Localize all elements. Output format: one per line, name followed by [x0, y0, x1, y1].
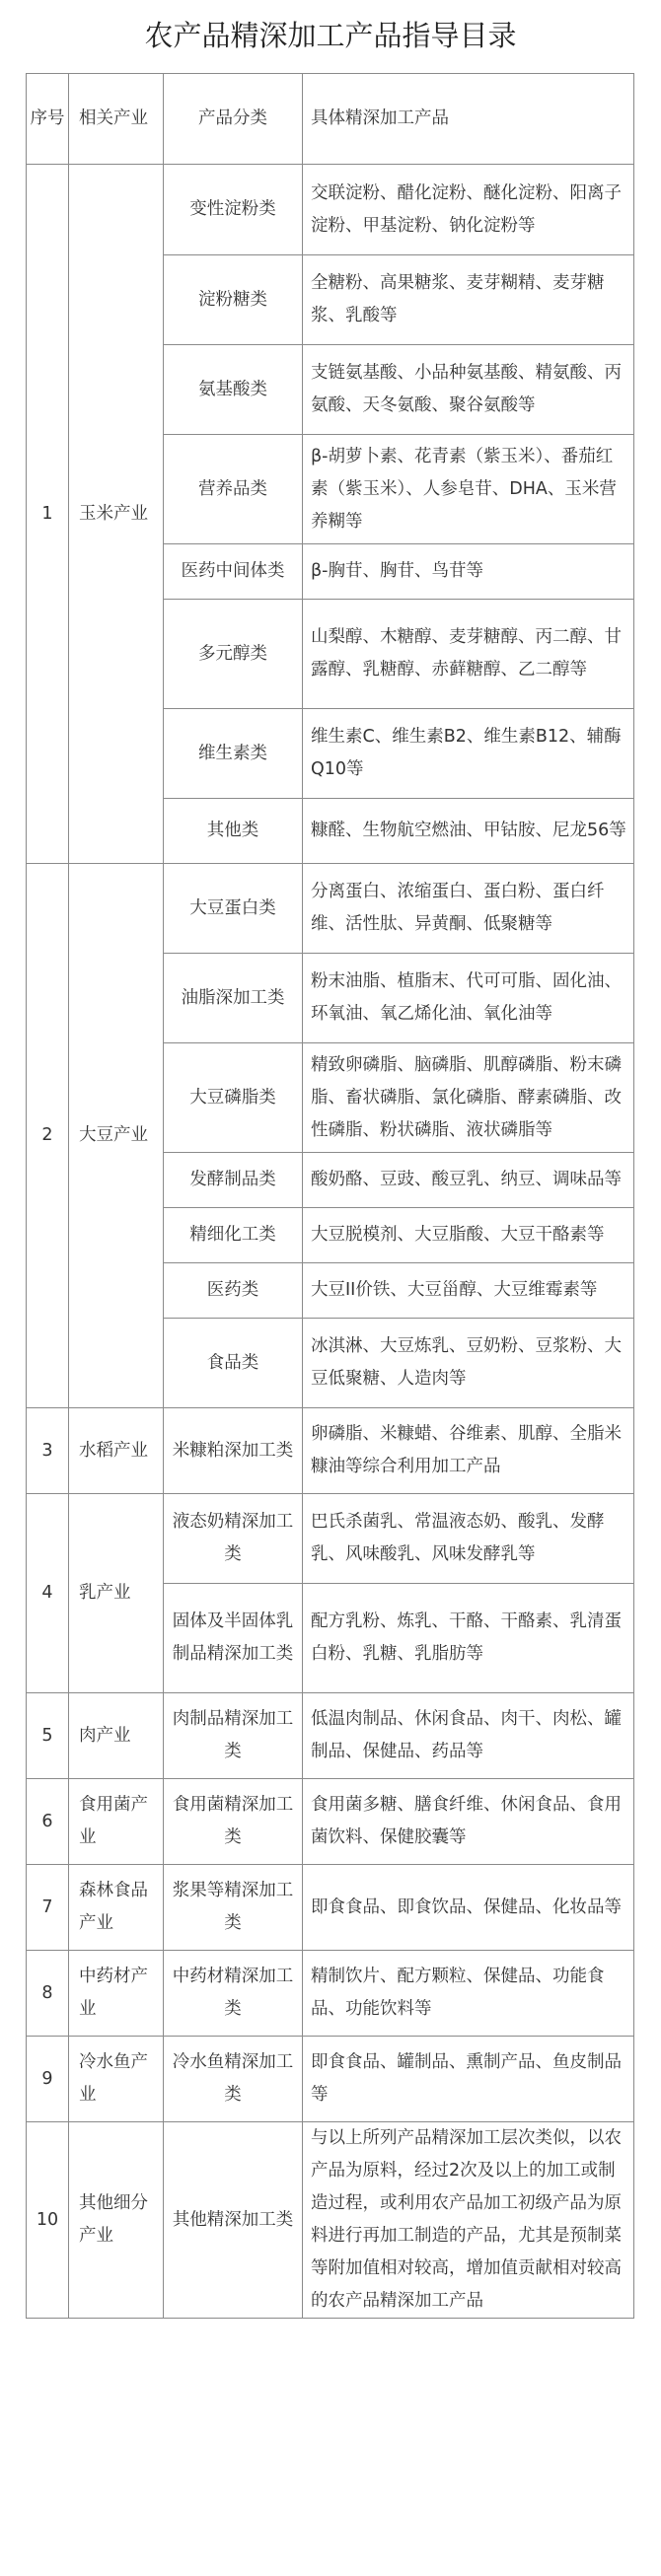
catalog-table: [26, 73, 634, 2319]
category-cell: 营养品类: [164, 435, 303, 544]
serial-number-cell: 5: [27, 1693, 69, 1779]
category-cell: 大豆磷脂类: [164, 1043, 303, 1153]
products-cell: 即食食品、即食饮品、保健品、化妆品等: [303, 1865, 634, 1951]
table-header-row: [27, 74, 634, 165]
serial-number-cell: 4: [27, 1494, 69, 1693]
header-industry: 相关产业: [69, 74, 164, 165]
table-row: [27, 1408, 634, 1494]
category-cell: 液态奶精深加工类: [164, 1494, 303, 1584]
products-cell: β-胡萝卜素、花青素（紫玉米）、番茄红素（紫玉米）、人参皂苷、DHA、玉米营养糊等: [303, 435, 634, 544]
header-category: 产品分类: [164, 74, 303, 165]
industry-cell: 水稻产业: [69, 1408, 164, 1494]
header-serial: 序号: [27, 74, 69, 165]
category-cell: 肉制品精深加工类: [164, 1693, 303, 1779]
products-cell: 即食食品、罐制品、熏制产品、鱼皮制品等: [303, 2037, 634, 2122]
category-cell: 米糠粕深加工类: [164, 1408, 303, 1494]
table-row: [27, 2037, 634, 2122]
table-row: [27, 864, 634, 954]
table-row: [27, 1693, 634, 1779]
products-cell: 酸奶酪、豆豉、酸豆乳、纳豆、调味品等: [303, 1153, 634, 1208]
header-products: 具体精深加工产品: [303, 74, 634, 165]
products-cell: 粉末油脂、植脂末、代可可脂、固化油、环氧油、氧乙烯化油、氧化油等: [303, 954, 634, 1043]
category-cell: 发酵制品类: [164, 1153, 303, 1208]
serial-number-cell: 6: [27, 1779, 69, 1865]
products-cell: 支链氨基酸、小品种氨基酸、精氨酸、丙氨酸、天冬氨酸、聚谷氨酸等: [303, 345, 634, 435]
table-row: [27, 2122, 634, 2319]
industry-cell: 森林食品产业: [69, 1865, 164, 1951]
industry-cell: 肉产业: [69, 1693, 164, 1779]
products-cell: 配方乳粉、炼乳、干酪、干酪素、乳清蛋白粉、乳糖、乳脂肪等: [303, 1584, 634, 1693]
serial-number-cell: 10: [27, 2122, 69, 2319]
table-row: [27, 1865, 634, 1951]
products-cell: 山梨醇、木糖醇、麦芽糖醇、丙二醇、甘露醇、乳糖醇、赤藓糖醇、乙二醇等: [303, 600, 634, 709]
products-cell: 精制饮片、配方颗粒、保健品、功能食品、功能饮料等: [303, 1951, 634, 2037]
page-title: 农产品精深加工产品指导目录: [144, 19, 517, 52]
products-cell: 糠醛、生物航空燃油、甲钴胺、尼龙56等: [303, 799, 634, 864]
category-cell: 食用菌精深加工类: [164, 1779, 303, 1865]
serial-number-cell: 8: [27, 1951, 69, 2037]
serial-number-cell: 2: [27, 864, 69, 1408]
category-cell: 固体及半固体乳制品精深加工类: [164, 1584, 303, 1693]
serial-number-cell: 1: [27, 165, 69, 864]
products-cell: 大豆II价铁、大豆甾醇、大豆维霉素等: [303, 1263, 634, 1319]
category-cell: 冷水鱼精深加工类: [164, 2037, 303, 2122]
products-cell: 分离蛋白、浓缩蛋白、蛋白粉、蛋白纤维、活性肽、异黄酮、低聚糖等: [303, 864, 634, 954]
serial-number-cell: 7: [27, 1865, 69, 1951]
category-cell: 多元醇类: [164, 600, 303, 709]
products-cell: β-胸苷、胸苷、鸟苷等: [303, 544, 634, 600]
category-cell: 其他类: [164, 799, 303, 864]
industry-cell: 冷水鱼产业: [69, 2037, 164, 2122]
category-cell: 食品类: [164, 1319, 303, 1408]
products-cell: 巴氏杀菌乳、常温液态奶、酸乳、发酵乳、风味酸乳、风味发酵乳等: [303, 1494, 634, 1584]
products-cell: 低温肉制品、休闲食品、肉干、肉松、罐制品、保健品、药品等: [303, 1693, 634, 1779]
products-cell: 全糖粉、高果糖浆、麦芽糊精、麦芽糖浆、乳酸等: [303, 255, 634, 345]
table-row: [27, 1779, 634, 1865]
table-row: [27, 165, 634, 255]
category-cell: 中药材精深加工类: [164, 1951, 303, 2037]
products-cell: 大豆脱模剂、大豆脂酸、大豆干酪素等: [303, 1208, 634, 1263]
industry-cell: 大豆产业: [69, 864, 164, 1408]
table-body: [27, 165, 634, 2319]
category-cell: 浆果等精深加工类: [164, 1865, 303, 1951]
industry-cell: 食用菌产业: [69, 1779, 164, 1865]
category-cell: 精细化工类: [164, 1208, 303, 1263]
products-cell: 与以上所列产品精深加工层次类似，以农产品为原料，经过2次及以上的加工或制造过程，或利用农产品加工初级产品为原料进行再加工制造的产品，尤其是预制菜等附加值相对较高，增加值贡献相对较高的农产品精深加工产品: [303, 2122, 634, 2319]
industry-cell: 中药材产业: [69, 1951, 164, 2037]
products-cell: 卵磷脂、米糠蜡、谷维素、肌醇、全脂米糠油等综合利用加工产品: [303, 1408, 634, 1494]
category-cell: 大豆蛋白类: [164, 864, 303, 954]
category-cell: 油脂深加工类: [164, 954, 303, 1043]
serial-number-cell: 3: [27, 1408, 69, 1494]
category-cell: 其他精深加工类: [164, 2122, 303, 2319]
industry-cell: 玉米产业: [69, 165, 164, 864]
industry-cell: 乳产业: [69, 1494, 164, 1693]
industry-cell: 其他细分产业: [69, 2122, 164, 2319]
products-cell: 维生素C、维生素B2、维生素B12、辅酶Q10等: [303, 709, 634, 799]
table-row: [27, 1494, 634, 1584]
products-cell: 精致卵磷脂、脑磷脂、肌醇磷脂、粉末磷脂、畜状磷脂、氯化磷脂、酵素磷脂、改性磷脂、粉状磷脂、液状磷脂等: [303, 1043, 634, 1153]
category-cell: 医药中间体类: [164, 544, 303, 600]
category-cell: 医药类: [164, 1263, 303, 1319]
serial-number-cell: 9: [27, 2037, 69, 2122]
category-cell: 淀粉糖类: [164, 255, 303, 345]
table-row: [27, 1951, 634, 2037]
products-cell: 冰淇淋、大豆炼乳、豆奶粉、豆浆粉、大豆低聚糖、人造肉等: [303, 1319, 634, 1408]
category-cell: 维生素类: [164, 709, 303, 799]
category-cell: 氨基酸类: [164, 345, 303, 435]
category-cell: 变性淀粉类: [164, 165, 303, 255]
products-cell: 交联淀粉、醋化淀粉、醚化淀粉、阳离子淀粉、甲基淀粉、钠化淀粉等: [303, 165, 634, 255]
products-cell: 食用菌多糖、膳食纤维、休闲食品、食用菌饮料、保健胶囊等: [303, 1779, 634, 1865]
